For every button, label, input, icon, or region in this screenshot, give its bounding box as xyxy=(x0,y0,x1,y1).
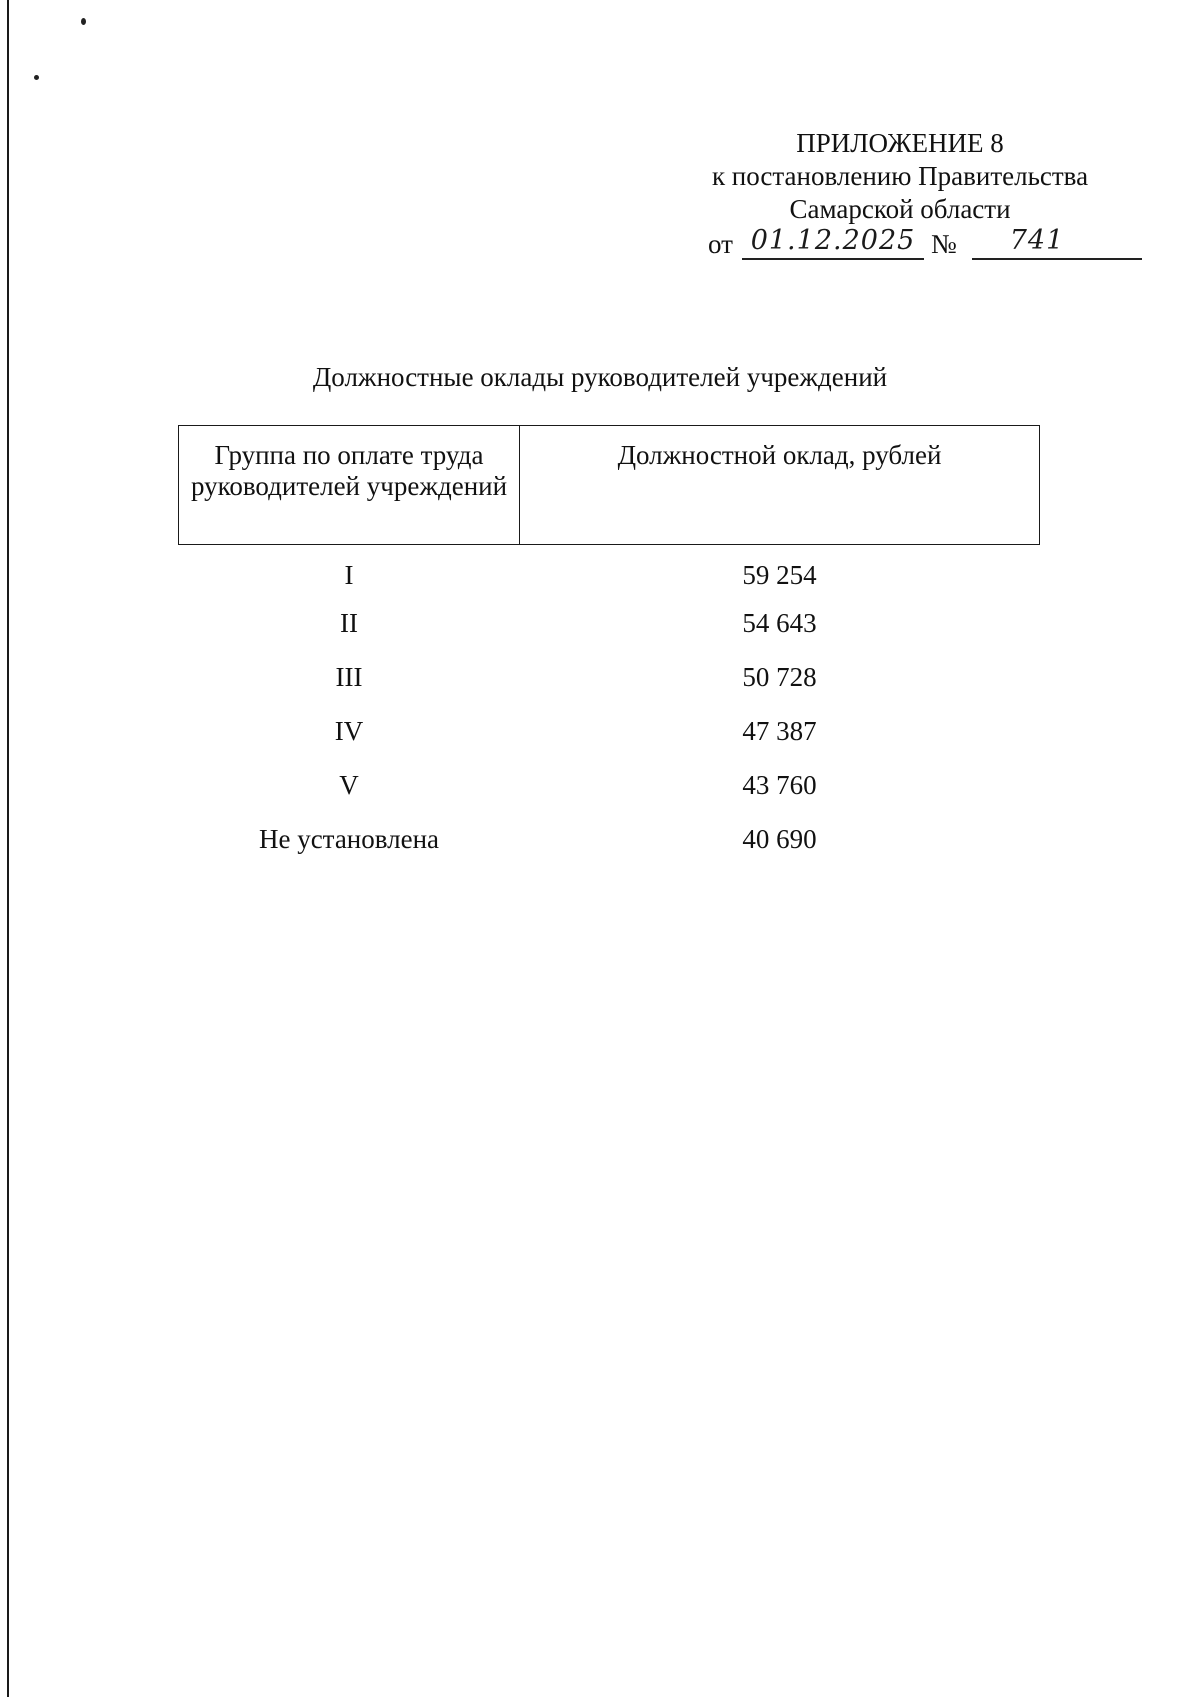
salary-cell: 40 690 xyxy=(742,824,817,854)
appendix-region: Самарской области xyxy=(789,194,1011,224)
handwritten-date: 01.12.2025 xyxy=(750,225,916,256)
table-row xyxy=(179,711,1040,765)
document-title: Должностные оклады руководителей учреждений xyxy=(312,362,888,392)
salary-cell: 50 728 xyxy=(742,662,817,692)
date-underline xyxy=(742,258,924,260)
salary-table xyxy=(178,425,1040,873)
appendix-date-line xyxy=(680,226,1120,266)
number-underline xyxy=(972,258,1142,260)
table-row xyxy=(179,603,1040,657)
group-cell: Не установлена xyxy=(258,824,440,854)
handwritten-number: 741 xyxy=(1009,225,1065,256)
table-row xyxy=(179,819,1040,873)
group-cell: I xyxy=(344,560,354,590)
number-sign: № xyxy=(931,229,957,259)
table-row xyxy=(179,765,1040,819)
group-cell: IV xyxy=(334,716,364,746)
scan-edge xyxy=(7,0,9,1697)
column-header-group: Группа по оплате труда руководителей учреждений xyxy=(179,426,520,545)
appendix-header xyxy=(680,127,1120,266)
salary-cell: 59 254 xyxy=(742,560,817,590)
appendix-title: ПРИЛОЖЕНИЕ 8 xyxy=(796,128,1004,158)
table-row xyxy=(179,545,1040,604)
column-header-salary: Должностной оклад, рублей xyxy=(520,426,1040,545)
table-header-row xyxy=(179,426,1040,545)
scan-speck xyxy=(34,75,39,80)
date-prefix: от xyxy=(708,229,733,259)
table-row xyxy=(179,657,1040,711)
group-cell: V xyxy=(339,770,359,800)
salary-cell: 47 387 xyxy=(742,716,817,746)
group-cell: II xyxy=(340,608,358,638)
group-cell: III xyxy=(335,662,363,692)
salary-cell: 43 760 xyxy=(742,770,817,800)
appendix-subtitle: к постановлению Правительства xyxy=(711,161,1089,191)
scan-speck xyxy=(81,18,86,25)
salary-cell: 54 643 xyxy=(742,608,817,638)
